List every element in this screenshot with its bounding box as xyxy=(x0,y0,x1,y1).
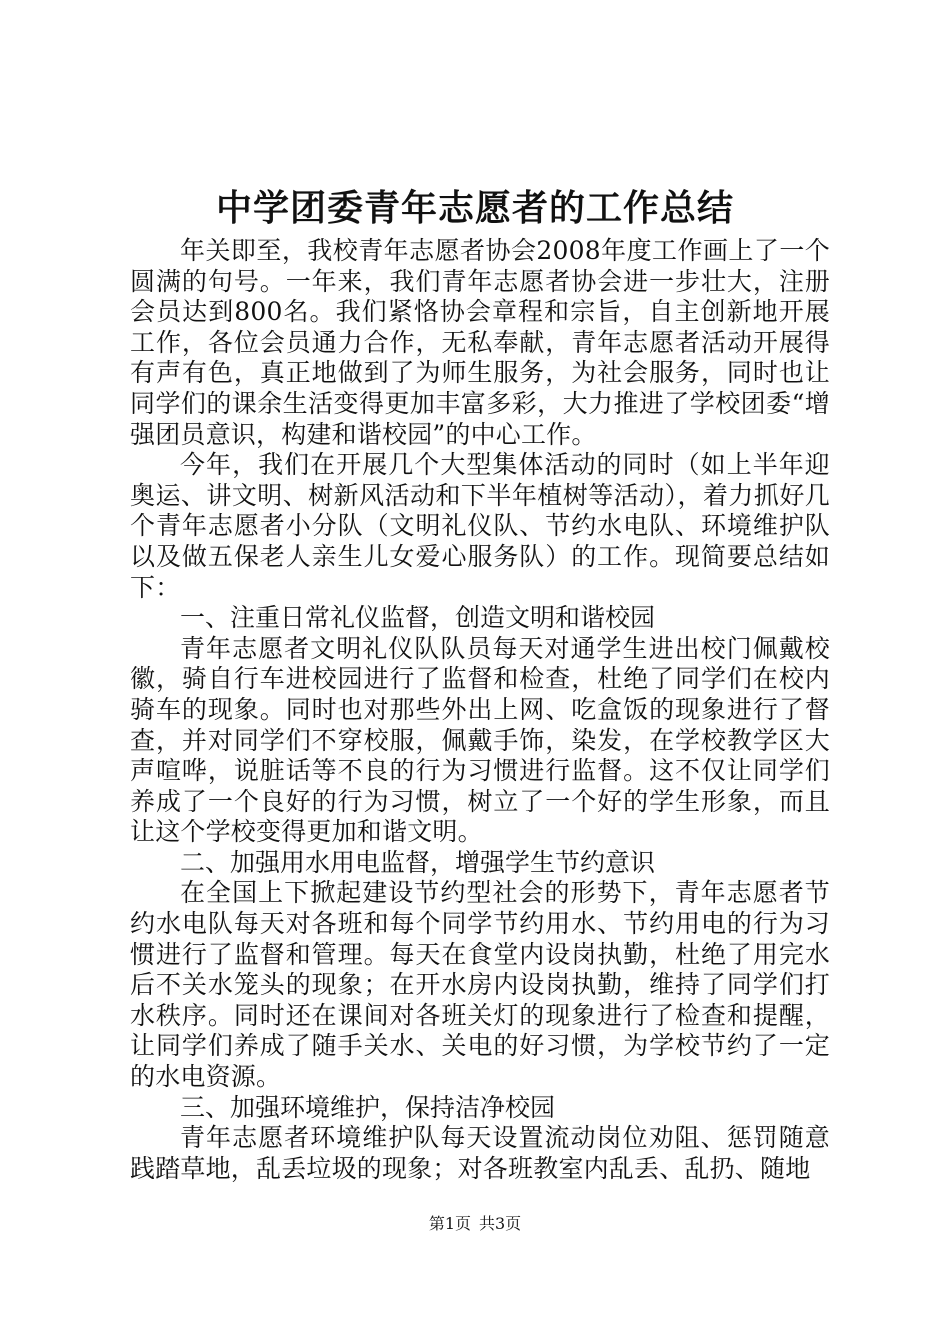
section-heading-3: 三、加强环境维护，保持洁净校园 xyxy=(180,1092,556,1122)
document-body xyxy=(130,236,830,1184)
paragraph-section-2: 在全国上下掀起建设节约型社会的形势下，青年志愿者节约水电队每天对各班和每个同学节约用水、节约用电的行为习惯进行了监督和管理。每天在食堂内设岗执勤，杜绝了用完水后不关水笼头的现象；在开水房内设岗执勤，维持了同学们打水秩序。同时还在课间对各班关灯的现象进行了检查和提醒，让同学们养成了随手关水、关电的好习惯，为学校节约了一定的水电资源。 xyxy=(130,878,830,1092)
paragraph-overview: 今年，我们在开展几个大型集体活动的同时（如上半年迎奥运、讲文明、树新风活动和下半年植树等活动），着力抓好几个青年志愿者小分队（文明礼仪队、节约水电队、环境维护队以及做五保老人亲生儿女爱心服务队）的工作。现简要总结如下： xyxy=(130,450,830,602)
page-total: 共3页 xyxy=(479,1214,522,1233)
paragraph-section-3: 青年志愿者环境维护队每天设置流动岗位劝阻、惩罚随意践踏草地，乱丢垃圾的现象；对各班教室内乱丢、乱扔、随地 xyxy=(130,1123,830,1183)
page-number: 第1页 xyxy=(428,1214,471,1233)
document-title: 中学团委青年志愿者的工作总结 xyxy=(215,187,734,229)
paragraph-section-1: 青年志愿者文明礼仪队队员每天对通学生进出校门佩戴校徽，骑自行车进校园进行了监督和检查，杜绝了同学们在校内骑车的现象。同时也对那些外出上网、吃盒饭的现象进行了督查，并对同学们不穿校服，佩戴手饰，染发，在学校教学区大声喧哗，说脏话等不良的行为习惯进行监督。这不仅让同学们养成了一个良好的行为习惯，树立了一个好的学生形象，而且让这个学校变得更加和谐文明。 xyxy=(130,633,830,847)
section-heading-2: 二、加强用水用电监督，增强学生节约意识 xyxy=(180,847,656,877)
paragraph-intro: 年关即至，我校青年志愿者协会2008年度工作画上了一个圆满的句号。一年来，我们青年志愿者协会进一步壮大，注册会员达到800名。我们紧恪协会章程和宗旨，自主创新地开展工作，各位会员通力合作，无私奉献，青年志愿者活动开展得有声有色，真正地做到了为师生服务，为社会服务，同时也让同学们的课余生活变得更加丰富多彩，大力推进了学校团委“增强团员意识，构建和谐校园”的中心工作。 xyxy=(130,236,830,449)
section-heading-1: 一、注重日常礼仪监督，创造文明和谐校园 xyxy=(180,603,656,633)
page-footer xyxy=(0,1214,950,1234)
